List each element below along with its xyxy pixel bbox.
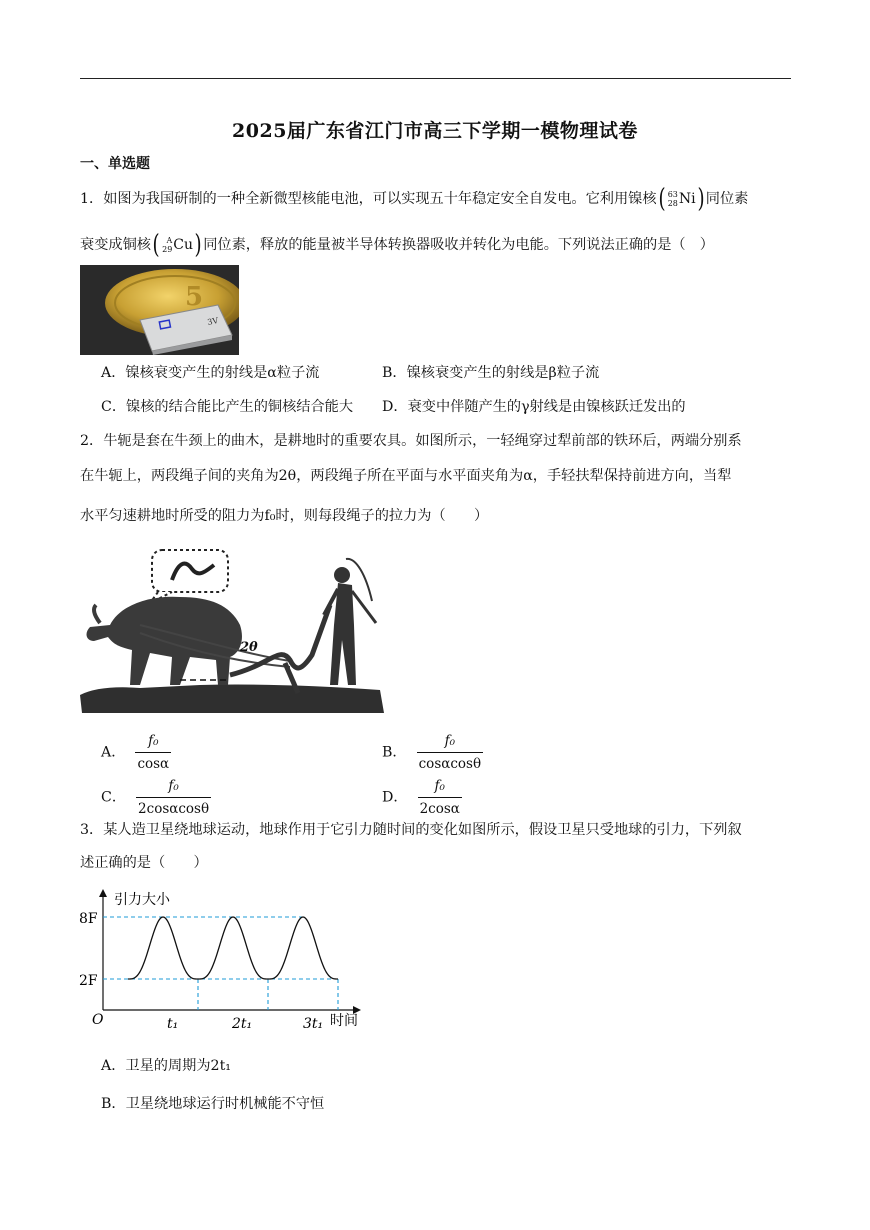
x-tick-3t1: 3t₁ [303, 1016, 324, 1032]
q3-line1: 3．某人造卫星绕地球运动，地球作用于它引力随时间的变化如图所示，假设卫星只受地球的引力，下列叙 [80, 822, 742, 838]
q2-line2: 在牛轭上，两段绳子间的夹角为2θ，两段绳子所在平面与水平面夹角为α，手轻扶犁保持前进方向，当犁 [80, 468, 732, 484]
q1-line1 [80, 186, 748, 212]
q2-line1: 2．牛轭是套在牛颈上的曲木，是耕地时的重要农具。如图所示，一轻绳穿过犁前部的铁环后，两端分别系 [80, 433, 742, 449]
svg-text:5: 5 [185, 282, 204, 312]
q2-option-a[interactable] [101, 731, 171, 774]
origin-label: O [92, 1012, 104, 1028]
q2-option-a-label: A． [101, 744, 126, 761]
y-tick-8f: 8F [79, 911, 98, 927]
ni-atomic-number: 28 [667, 199, 678, 208]
q1-line2 [80, 232, 714, 258]
y-tick-2f: 2F [79, 973, 98, 989]
q2-option-c-fraction [136, 776, 211, 819]
chip-label: 3V [206, 316, 220, 327]
x-axis-label: 时间 [330, 1013, 358, 1029]
q2-option-a-fraction [135, 731, 171, 774]
q1-text-2: 同位素 [705, 191, 749, 207]
q3-option-b[interactable]: B．卫星绕地球运行时机械能不守恒 [101, 1096, 325, 1112]
battery-photo-drawing [80, 265, 239, 355]
q2-option-c-numerator: f₀ [168, 778, 179, 794]
q2-option-c-denominator: 2cosαcosθ [136, 797, 211, 819]
ox-plow-figure [80, 545, 386, 715]
q2-option-d[interactable] [382, 776, 462, 819]
q2-option-c-label: C． [101, 789, 127, 806]
y-axis-label: 引力大小 [114, 892, 170, 908]
x-tick-2t1: 2t₁ [232, 1016, 253, 1032]
q2-option-d-fraction [418, 776, 462, 819]
q2-option-a-denominator: cosα [135, 752, 171, 774]
q2-option-b[interactable] [382, 731, 483, 774]
y-axis-arrow [99, 889, 107, 897]
header-rule [80, 78, 791, 79]
q1-option-b[interactable]: B．镍核衰变产生的射线是β粒子流 [382, 365, 600, 381]
q3-option-a[interactable]: A．卫星的周期为2t₁ [101, 1058, 231, 1074]
q1-option-a[interactable]: A．镍核衰变产生的射线是α粒子流 [101, 365, 320, 381]
cu-atomic-number: 29 [162, 245, 173, 254]
q2-option-b-numerator: f₀ [444, 733, 456, 749]
q2-option-b-fraction [417, 731, 483, 774]
q2-option-b-label: B． [382, 744, 407, 761]
copper-isotope: ( A 29 Cu ) [152, 230, 202, 260]
angle-label: 2θ [240, 640, 258, 655]
x-tick-t1: t₁ [167, 1016, 179, 1032]
nickel-isotope: ( 63 28 Ni ) [658, 184, 705, 214]
q2-option-b-denominator: cosαcosθ [417, 752, 483, 774]
gravity-curve [128, 917, 338, 979]
ni-symbol: Ni [678, 191, 696, 207]
cu-mass-number: A [166, 236, 173, 245]
q2-option-a-numerator: f₀ [148, 733, 159, 749]
q3-line2: 述正确的是（ ） [80, 855, 208, 871]
gravity-time-chart [78, 885, 378, 1035]
q1-text-4: 同位素，释放的能量被半导体转换器吸收并转化为电能。下列说法正确的是（ ） [203, 237, 714, 253]
chart-guides [103, 917, 338, 1010]
ox-plow-drawing [80, 545, 386, 715]
q1-text-1: 1．如图为我国研制的一种全新微型核能电池，可以实现五十年稳定安全自发电。它利用镍核 [80, 191, 657, 207]
q2-option-c[interactable] [101, 776, 211, 819]
ni-mass-number: 63 [667, 190, 678, 199]
q1-option-d[interactable]: D．衰变中伴随产生的γ射线是由镍核跃迁发出的 [382, 399, 686, 415]
cu-symbol: Cu [173, 237, 194, 253]
q2-line3: 水平匀速耕地时所受的阻力为f₀时，则每段绳子的拉力为（ ） [80, 508, 489, 524]
battery-photo [80, 265, 239, 355]
q1-text-3: 衰变成铜核 [80, 237, 151, 253]
page-title: 2025届广东省江门市高三下学期一模物理试卷 [232, 120, 638, 142]
q2-option-d-label: D． [382, 789, 408, 806]
section-heading: 一、单选题 [80, 156, 150, 172]
q1-option-c[interactable]: C．镍核的结合能比产生的铜核结合能大 [101, 399, 354, 415]
q2-option-d-denominator: 2cosα [418, 797, 462, 819]
q2-option-d-numerator: f₀ [434, 778, 445, 794]
